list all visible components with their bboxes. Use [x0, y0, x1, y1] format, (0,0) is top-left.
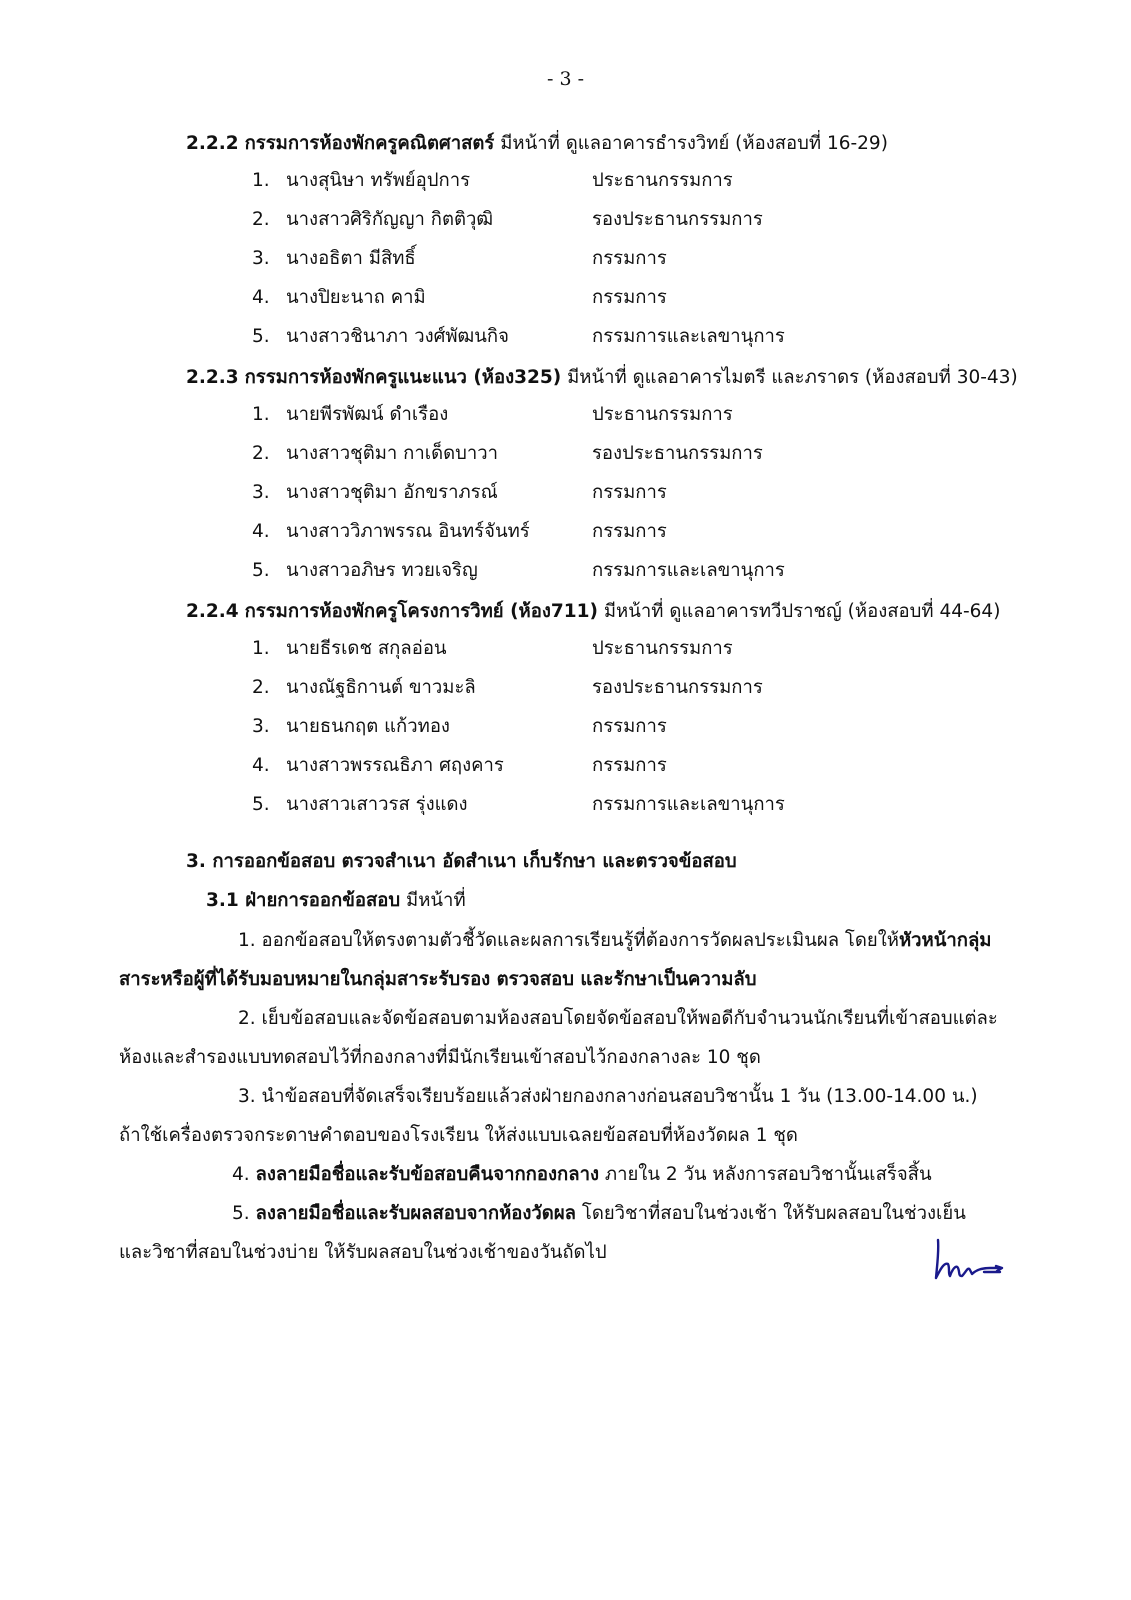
subsection-duty: มีหน้าที่	[400, 890, 466, 911]
item-5-text: โดยวิชาที่สอบในช่วงเช้า ให้รับผลสอบในช่วงเย็น	[576, 1203, 966, 1224]
member-row	[0, 673, 1131, 703]
item-2-line-2: ห้องและสำรองแบบทดสอบไว้ที่กองกลางที่มีนักเรียนเข้าสอบไว้กองกลางละ 10 ชุด	[119, 1047, 761, 1068]
member-row	[0, 439, 1131, 469]
subsection-3-1-heading	[206, 888, 466, 914]
member-role: รองประธานกรรมการ	[592, 677, 763, 698]
member-row	[0, 712, 1131, 742]
member-role: กรรมการ	[592, 755, 667, 776]
member-role: รองประธานกรรมการ	[592, 443, 763, 464]
member-row	[0, 166, 1131, 196]
member-row	[0, 790, 1131, 820]
item-4-bold: ลงลายมือชื่อและรับข้อสอบคืนจากกองกลาง	[255, 1164, 599, 1185]
member-number: 3.	[252, 716, 270, 737]
member-role: กรรมการ	[592, 248, 667, 269]
member-role: กรรมการ	[592, 521, 667, 542]
handwritten-signature	[930, 1232, 1010, 1292]
item-4-number: 4.	[232, 1164, 256, 1185]
section-number: 2.2.4	[186, 601, 239, 622]
member-role: ประธานกรรมการ	[592, 404, 733, 425]
item-5-bold: ลงลายมือชื่อและรับผลสอบจากห้องวัดผล	[255, 1203, 576, 1224]
member-row	[0, 244, 1131, 274]
item-4-text: ภายใน 2 วัน หลังการสอบวิชานั้นเสร็จสิ้น	[599, 1164, 932, 1185]
member-number: 4.	[252, 521, 270, 542]
member-number: 1.	[252, 170, 270, 191]
item-5-number: 5.	[232, 1203, 256, 1224]
member-name: นางสาวพรรณธิภา ศฤงคาร	[286, 755, 504, 776]
member-name: นางสาวชุติมา อักขราภรณ์	[286, 482, 498, 503]
member-number: 4.	[252, 287, 270, 308]
item-1-line-2: สาระหรือผู้ที่ได้รับมอบหมายในกลุ่มสาระรับรอง ตรวจสอบ และรักษาเป็นความลับ	[119, 969, 757, 990]
member-number: 3.	[252, 482, 270, 503]
section-3-title: 3. การออกข้อสอบ ตรวจสำเนา อัดสำเนา เก็บรักษา และตรวจข้อสอบ	[186, 851, 737, 872]
member-row	[0, 400, 1131, 430]
member-role: ประธานกรรมการ	[592, 638, 733, 659]
subsection-title: 3.1 ฝ่ายการออกข้อสอบ	[206, 890, 401, 911]
member-role: กรรมการ	[592, 716, 667, 737]
member-role: ประธานกรรมการ	[592, 170, 733, 191]
member-role: กรรมการ	[592, 482, 667, 503]
item-2-line-1: 2. เย็บข้อสอบและจัดข้อสอบตามห้องสอบโดยจัดข้อสอบให้พอดีกับจำนวนนักเรียนที่เข้าสอบแต่ละ	[238, 1008, 998, 1029]
member-role: กรรมการและเลขานุการ	[592, 326, 785, 347]
item-3-line-1: 3. นำข้อสอบที่จัดเสร็จเรียบร้อยแล้วส่งฝ่ายกองกลางก่อนสอบวิชานั้น 1 วัน (13.00-14.00 น.)	[238, 1086, 978, 1107]
section-title: กรรมการห้องพักครูโครงการวิทย์ (ห้อง711)	[244, 601, 598, 622]
member-row	[0, 556, 1131, 586]
page-number: - 3 -	[546, 68, 584, 90]
member-name: นางอธิตา มีสิทธิ์	[286, 248, 416, 269]
member-number: 2.	[252, 443, 270, 464]
member-name: นายธีรเดช สกุลอ่อน	[286, 638, 447, 659]
item-1-text: 1. ออกข้อสอบให้ตรงตามตัวชี้วัดและผลการเรียนรู้ที่ต้องการวัดผลประเมินผล โดยให้	[238, 930, 899, 951]
item-1-line-1	[238, 928, 991, 954]
member-name: นางสุนิษา ทรัพย์อุปการ	[286, 170, 471, 191]
member-number: 2.	[252, 677, 270, 698]
item-4	[232, 1162, 932, 1188]
member-role: กรรมการและเลขานุการ	[592, 794, 785, 815]
member-number: 1.	[252, 638, 270, 659]
member-number: 2.	[252, 209, 270, 230]
member-name: นางสาวศิริกัญญา กิตติวุฒิ	[286, 209, 494, 230]
section-title: กรรมการห้องพักครูแนะแนว (ห้อง325)	[244, 367, 562, 388]
member-name: นางสาวชุติมา กาเด็ดบาวา	[286, 443, 499, 464]
item-5-line-1	[232, 1201, 966, 1227]
member-name: นายพีรพัฒน์ ดำเรือง	[286, 404, 449, 425]
section-duty: มีหน้าที่ ดูแลอาคารทวีปราชญ์ (ห้องสอบที่ 44-64)	[597, 601, 1001, 622]
member-name: นางปิยะนาถ คามิ	[286, 287, 426, 308]
section-heading-2-2-4	[186, 599, 1000, 625]
member-row	[0, 205, 1131, 235]
member-name: นายธนกฤต แก้วทอง	[286, 716, 450, 737]
member-number: 5.	[252, 326, 270, 347]
member-name: นางณัฐธิกานต์ ขาวมะลิ	[286, 677, 476, 698]
member-row	[0, 634, 1131, 664]
section-title: กรรมการห้องพักครูคณิตศาสตร์	[244, 133, 495, 154]
member-number: 5.	[252, 794, 270, 815]
member-role: กรรมการและเลขานุการ	[592, 560, 785, 581]
section-number: 2.2.2	[186, 133, 239, 154]
member-row	[0, 478, 1131, 508]
item-3-line-2: ถ้าใช้เครื่องตรวจกระดาษคำตอบของโรงเรียน ให้ส่งแบบเฉลยข้อสอบที่ห้องวัดผล 1 ชุด	[119, 1125, 798, 1146]
member-row	[0, 517, 1131, 547]
item-1-bold: หัวหน้ากลุ่ม	[898, 930, 992, 951]
member-name: นางสาวชินาภา วงศ์พัฒนกิจ	[286, 326, 509, 347]
member-number: 3.	[252, 248, 270, 269]
member-number: 1.	[252, 404, 270, 425]
item-5-line-2: และวิชาที่สอบในช่วงบ่าย ให้รับผลสอบในช่วงเช้าของวันถัดไป	[119, 1242, 607, 1263]
member-row	[0, 751, 1131, 781]
member-name: นางสาววิภาพรรณ อินทร์จันทร์	[286, 521, 530, 542]
member-row	[0, 283, 1131, 313]
section-duty: มีหน้าที่ ดูแลอาคารไมตรี และภราดร (ห้องสอบที่ 30-43)	[561, 367, 1018, 388]
member-number: 4.	[252, 755, 270, 776]
section-heading-2-2-3	[186, 365, 1018, 391]
member-role: กรรมการ	[592, 287, 667, 308]
member-number: 5.	[252, 560, 270, 581]
member-role: รองประธานกรรมการ	[592, 209, 763, 230]
section-duty: มีหน้าที่ ดูแลอาคารธำรงวิทย์ (ห้องสอบที่ 16-29)	[494, 133, 888, 154]
member-name: นางสาวเสาวรส รุ่งแดง	[286, 794, 468, 815]
member-row	[0, 322, 1131, 352]
section-heading-2-2-2	[186, 131, 888, 157]
section-number: 2.2.3	[186, 367, 239, 388]
member-name: นางสาวอภิษร ทวยเจริญ	[286, 560, 478, 581]
